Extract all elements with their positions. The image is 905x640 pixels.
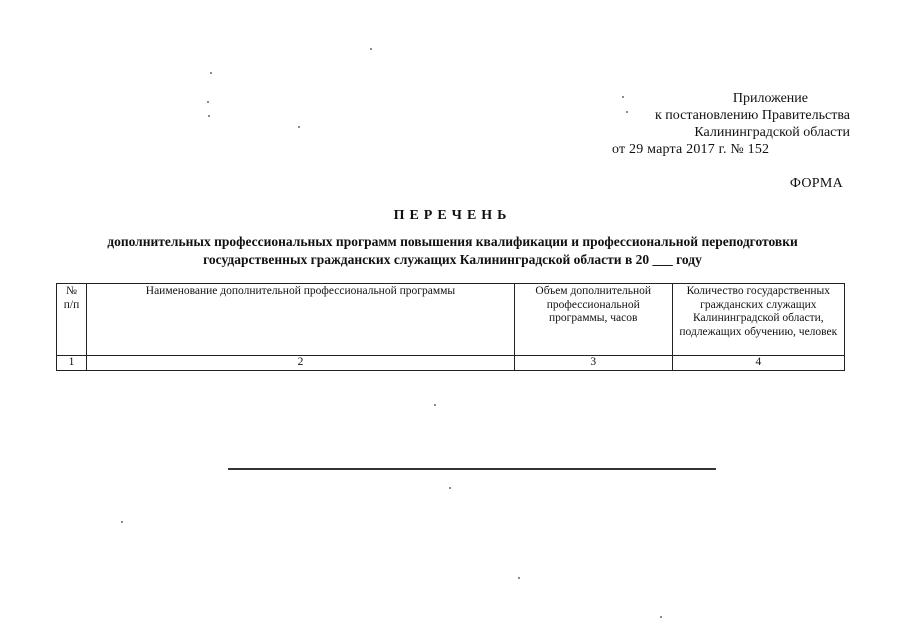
scan-speck xyxy=(626,111,628,113)
header-program-name: Наименование дополнительной профессиональной программы xyxy=(87,284,515,356)
scan-speck xyxy=(660,616,662,618)
scan-speck xyxy=(449,487,451,489)
column-number-4: 4 xyxy=(672,356,844,371)
scan-speck xyxy=(622,96,624,98)
appendix-region: Калининградской области xyxy=(694,125,850,140)
appendix-resolution: к постановлению Правительства xyxy=(654,108,850,123)
subtitle-line-1: дополнительных профессиональных программ повышения квалификации и профессиональной переподготовки xyxy=(107,234,798,249)
subtitle-line-2: государственных гражданских служащих Калининградской области в 20 ___ году xyxy=(203,252,702,267)
appendix-title: Приложение xyxy=(732,91,808,106)
scan-speck xyxy=(210,72,212,74)
scan-speck xyxy=(518,577,520,579)
table-header-row xyxy=(57,284,845,356)
programs-table xyxy=(56,283,845,371)
column-number-2: 2 xyxy=(87,356,515,371)
document-subtitle xyxy=(40,233,865,269)
column-number-3: 3 xyxy=(514,356,672,371)
scan-speck xyxy=(370,48,372,50)
column-number-1: 1 xyxy=(57,356,87,371)
scan-speck xyxy=(121,521,123,523)
scan-speck xyxy=(208,115,210,117)
table-row xyxy=(57,356,845,371)
scan-speck xyxy=(434,404,436,406)
document-title: ПЕРЕЧЕНЬ xyxy=(393,208,512,223)
appendix-date-number: от 29 марта 2017 г. № 152 xyxy=(612,142,770,157)
header-program-hours: Объем дополнительной профессиональной программы, часов xyxy=(514,284,672,356)
scan-speck xyxy=(207,101,209,103)
appendix-block xyxy=(600,90,850,158)
end-of-form-rule xyxy=(228,468,716,470)
form-label: ФОРМА xyxy=(789,176,843,191)
header-employee-count: Количество государственных гражданских служащих Калининградской области, подлежащих обучению, человек xyxy=(672,284,844,356)
scan-speck xyxy=(298,126,300,128)
header-number: № п/п xyxy=(57,284,87,356)
